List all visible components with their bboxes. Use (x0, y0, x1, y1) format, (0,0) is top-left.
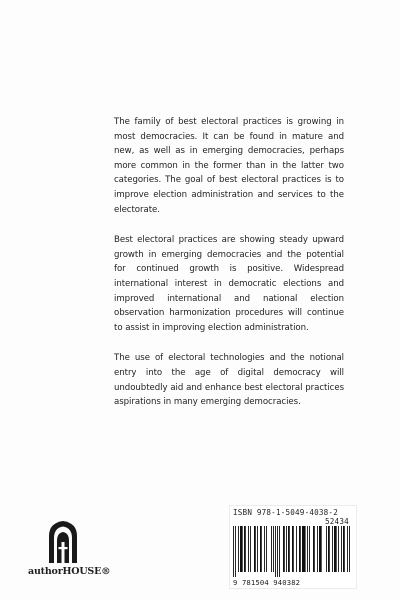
isbn-barcode (229, 505, 357, 589)
authorhouse-logo-icon (46, 520, 80, 564)
publisher-logo (28, 520, 111, 580)
blurb-paragraph-3: The use of electoral technologies and the notional entry into the age of digital democracy will undoubtedly aid and enhance best electoral practices aspirations in many emerging democracies. (114, 353, 344, 408)
ean-barcode-bars (233, 526, 323, 577)
blurb-text (114, 115, 344, 426)
barcode-digits: 9 781504 940382 (233, 578, 301, 587)
publisher-name: authorHOUSE® (28, 566, 111, 577)
isbn-number: ISBN 978-1-5049-4038-2 (233, 508, 338, 517)
price-code: 52434 (325, 517, 349, 526)
addon-barcode-bars (326, 526, 353, 577)
blurb-paragraph-1: The family of best electoral practices is growing in most democracies. It can be found in mature and new, as well as in emerging democracies, perhaps more common in the former than in the latter two categories. The goal of best electoral practices is to improve election administration and services to the electorate. (114, 117, 344, 215)
blurb-paragraph-2: Best electoral practices are showing steady upward growth in emerging democracies and the potential for continued growth is positive. Widespread international interest in democratic elections and improved international and national election observation harmonization procedures will continue to assist in improving election administration. (114, 235, 344, 333)
